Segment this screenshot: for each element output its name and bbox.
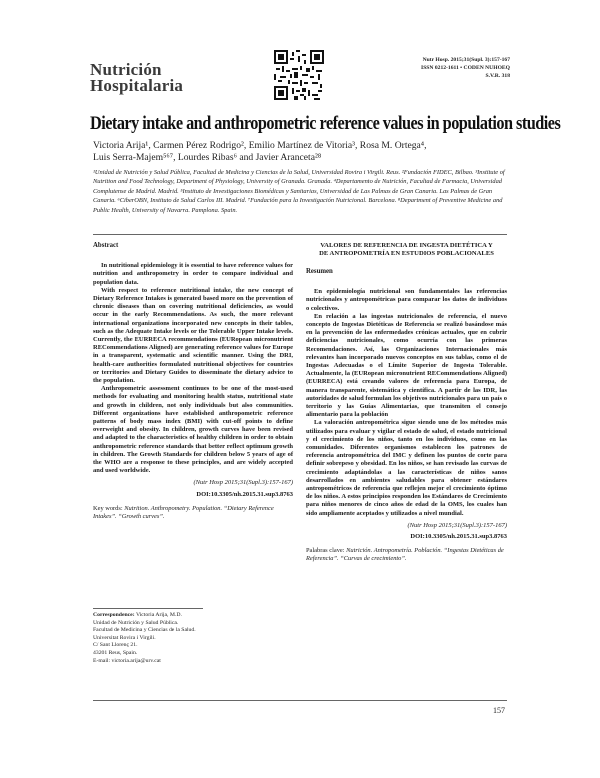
journal-svr: S.V.R. 318 [485, 73, 510, 79]
correspondence-email: E-mail: victoria.arija@urv.cat [93, 657, 161, 664]
correspondence-line: Facultad de Medicina y Ciencias de la Salud. [93, 627, 196, 634]
footer-divider [93, 700, 507, 701]
qr-code-icon [274, 50, 324, 100]
logo-line-1: Nutrición [90, 60, 162, 79]
resumen-heading: Resumen [306, 268, 333, 275]
article-title: Dietary intake and anthropometric reference values in population studies [90, 114, 561, 134]
correspondence-name: Victoria Arija, M.D. [135, 612, 182, 618]
author-list [93, 140, 513, 164]
correspondence-line: Universitat Rovira i Virgili. [93, 634, 156, 641]
journal-reference [421, 56, 510, 80]
header-divider [93, 234, 507, 235]
journal-logo [90, 62, 185, 94]
abstract-paragraph: Anthropometric assessment continues to be one of the most-used methods for evaluating and monitoring health status, nutritional state and growth in children, not only individuals but also communities. Different organizations have established anthropometric reference patterns of body mass index (BMI) with cut-off points to define overweight and obesity. In children, growth curves have been revised and adapted to the characteristics of healthy children in order to obtain anthropometric reference standards that better reflect optimum growth in children. The Growth Standards for children below 5 years of age of the WHO are a response to these principles, and are widely accepted and used worldwide. [93, 385, 293, 475]
palabras-clave-values: Nutrición. Antropometría. Población. “Ingestas Dietéticas de Referencia”. “Curvas de crecimiento”. [306, 547, 504, 563]
correspondence-divider [93, 608, 203, 609]
resumen-paragraph: En relación a las ingestas nutricionales de referencia, el nuevo concepto de Ingestas Dietéticas de Referencia se realizó basándose más en la prevención de las enfermedades crónicas actuales, que en cubrir deficiencias nutricionales, como ocurría con las primeras Recomendaciones. Así, las Organizaciones Internacionales más relevantes han incorporado nuevos conceptos en sus tablas, como el de Ingestas Adecuadas o el Límite Superior de Ingesta Tolerable. Actualmente, la (EURopean micronutrient RECommendations Aligned) (EURRECA) está creando valores de referencia para Europa, de manera transparente, sistemática y científica. A partir de las IDR, las autoridades de salud formulan los objetivos nutricionales para un país o territorio y las Guías Alimentarias, que transmiten el consejo alimentario para la población [306, 312, 507, 419]
resumen-citation: (Nutr Hosp 2015;31(Supl.3):157-167) [407, 521, 507, 529]
journal-issn: ISSN 0212-1611 • CODEN NUHOEQ [421, 65, 510, 71]
correspondence [93, 612, 273, 665]
correspondence-label: Correspondence: [93, 612, 135, 618]
palabras-clave [306, 547, 507, 563]
correspondence-line: Unidad de Nutrición y Salud Pública. [93, 619, 179, 626]
abstract-heading: Abstract [93, 242, 119, 249]
journal-citation: Nutr Hosp. 2015;31(Supl. 3):157-167 [422, 57, 510, 63]
page-number: 157 [493, 706, 505, 715]
correspondence-line: C/ Sant Llorenç 21. [93, 642, 138, 649]
keywords-label: Key words: [93, 504, 123, 512]
doi: DOI:10.3305/nh.2015.31.sup3.8763 [196, 490, 293, 498]
authors-line-1: Victoria Arija¹, Carmen Pérez Rodrigo², Emilio Martínez de Vitoria³, Rosa M. Ortega⁴, [93, 140, 427, 151]
abstract-citation: (Nutr Hosp 2015;31(Supl.3):157-167) [193, 479, 293, 487]
resumen-paragraph: La valoración antropométrica sigue siendo uno de los métodos más utilizados para evaluar y vigilar el estado de salud, el estado nutricional y el crecimiento de los niños, tanto en los individuos, como en las comunidades. Diferentes organismos establecen los patrones de referencia antropométrica del IMC y definen los puntos de corte para definir sobrepeso y obesidad. En los niños, se han revisado las curvas de crecimiento adaptándolas a las características de niños sanos desarrollados en ambientes saludables para obtener estándares antropométricos de referencia que reflejen mejor el crecimiento óptimo de los niños. A estos principios responden los Estándares de Crecimiento para niños menores de cinco años de edad de la OMS, los cuales han sido ampliamente aceptados y utilizados a nivel mundial. [306, 419, 507, 517]
keywords-values: Nutrition. Anthropometry. Population. “Dietary Reference Intakes”. “Growth curves”. [93, 504, 274, 520]
resumen-doi: DOI:10.3305/nh.2015.31.sup3.8763 [410, 533, 507, 541]
spanish-title: VALORES DE REFERENCIA DE INGESTA DIETÉTICA Y DE ANTROPOMETRÍA EN ESTUDIOS POBLACIONALES [319, 242, 494, 257]
palabras-clave-label: Palabras clave: [306, 547, 345, 555]
logo-line-2: Hospitalaria [90, 76, 184, 95]
affiliations: ¹Unidad de Nutrición y Salud Pública, Facultad de Medicina y Ciencias de la Salud, Universidad Rovira i Virgili. Reus. ²Fundación FIDEC, Bilbao. ³Institute of Nutrition and Food Technology, Department of Physiology, University of Granada. Granada. ⁴Departamento de Nutrición, Facultad de Farmacia, Universidad Complutense de Madrid. Madrid. ⁵Instituto de Investigaciones Biomédicas y Sanitarias, Universidad de Las Palmas de Gran Canaria. Las Palmas de Gran Canaria. ⁶CiberOBN, Instituto de Salud Carlos III. Madrid. ⁷Fundación para la Investigación Nutricional. Barcelona. ⁸Department of Preventive Medicine and Public Health, University of Navarra. Pamplona. Spain. [93, 169, 505, 214]
keywords [93, 505, 293, 521]
resumen-paragraph: En epidemiología nutricional son fundamentales las referencias nutricionales y antropométricas para comparar los datos de individuos o colectivos. [306, 288, 507, 312]
authors-line-2: Luis Serra-Majem⁵⁶⁷, Lourdes Ribas⁶ and Javier Aranceta²⁸ [93, 152, 322, 163]
abstract-spanish [306, 242, 507, 563]
abstract-paragraph: In nutritional epidemiology it is essential to have reference values for nutrition and anthropometry in order to compare individual and population data. [93, 262, 293, 286]
correspondence-line: 43201 Reus, Spain. [93, 649, 138, 656]
abstract-paragraph: With respect to reference nutritional intake, the new concept of Dietary Reference Intakes is generated based more on the prevention of chronic diseases than on covering nutritional deficiencies, as would occur in the early Recommendations. As such, the more relevant international organizations incorporated new concepts in their tables, such as the Adequate Intake levels or the Tolerable Upper Intake levels. Currently, the EURRECA recommendations (EURopean micronutrient RECommendations Aligned) are generating reference values for Europe in a transparent, systematic and scientific manner. Using the DRI, health-care authorities formulated nutritional objectives for countries or territories and Dietary Guides to disseminate the dietary advice to the population. [93, 286, 293, 385]
abstract-english [93, 242, 293, 521]
